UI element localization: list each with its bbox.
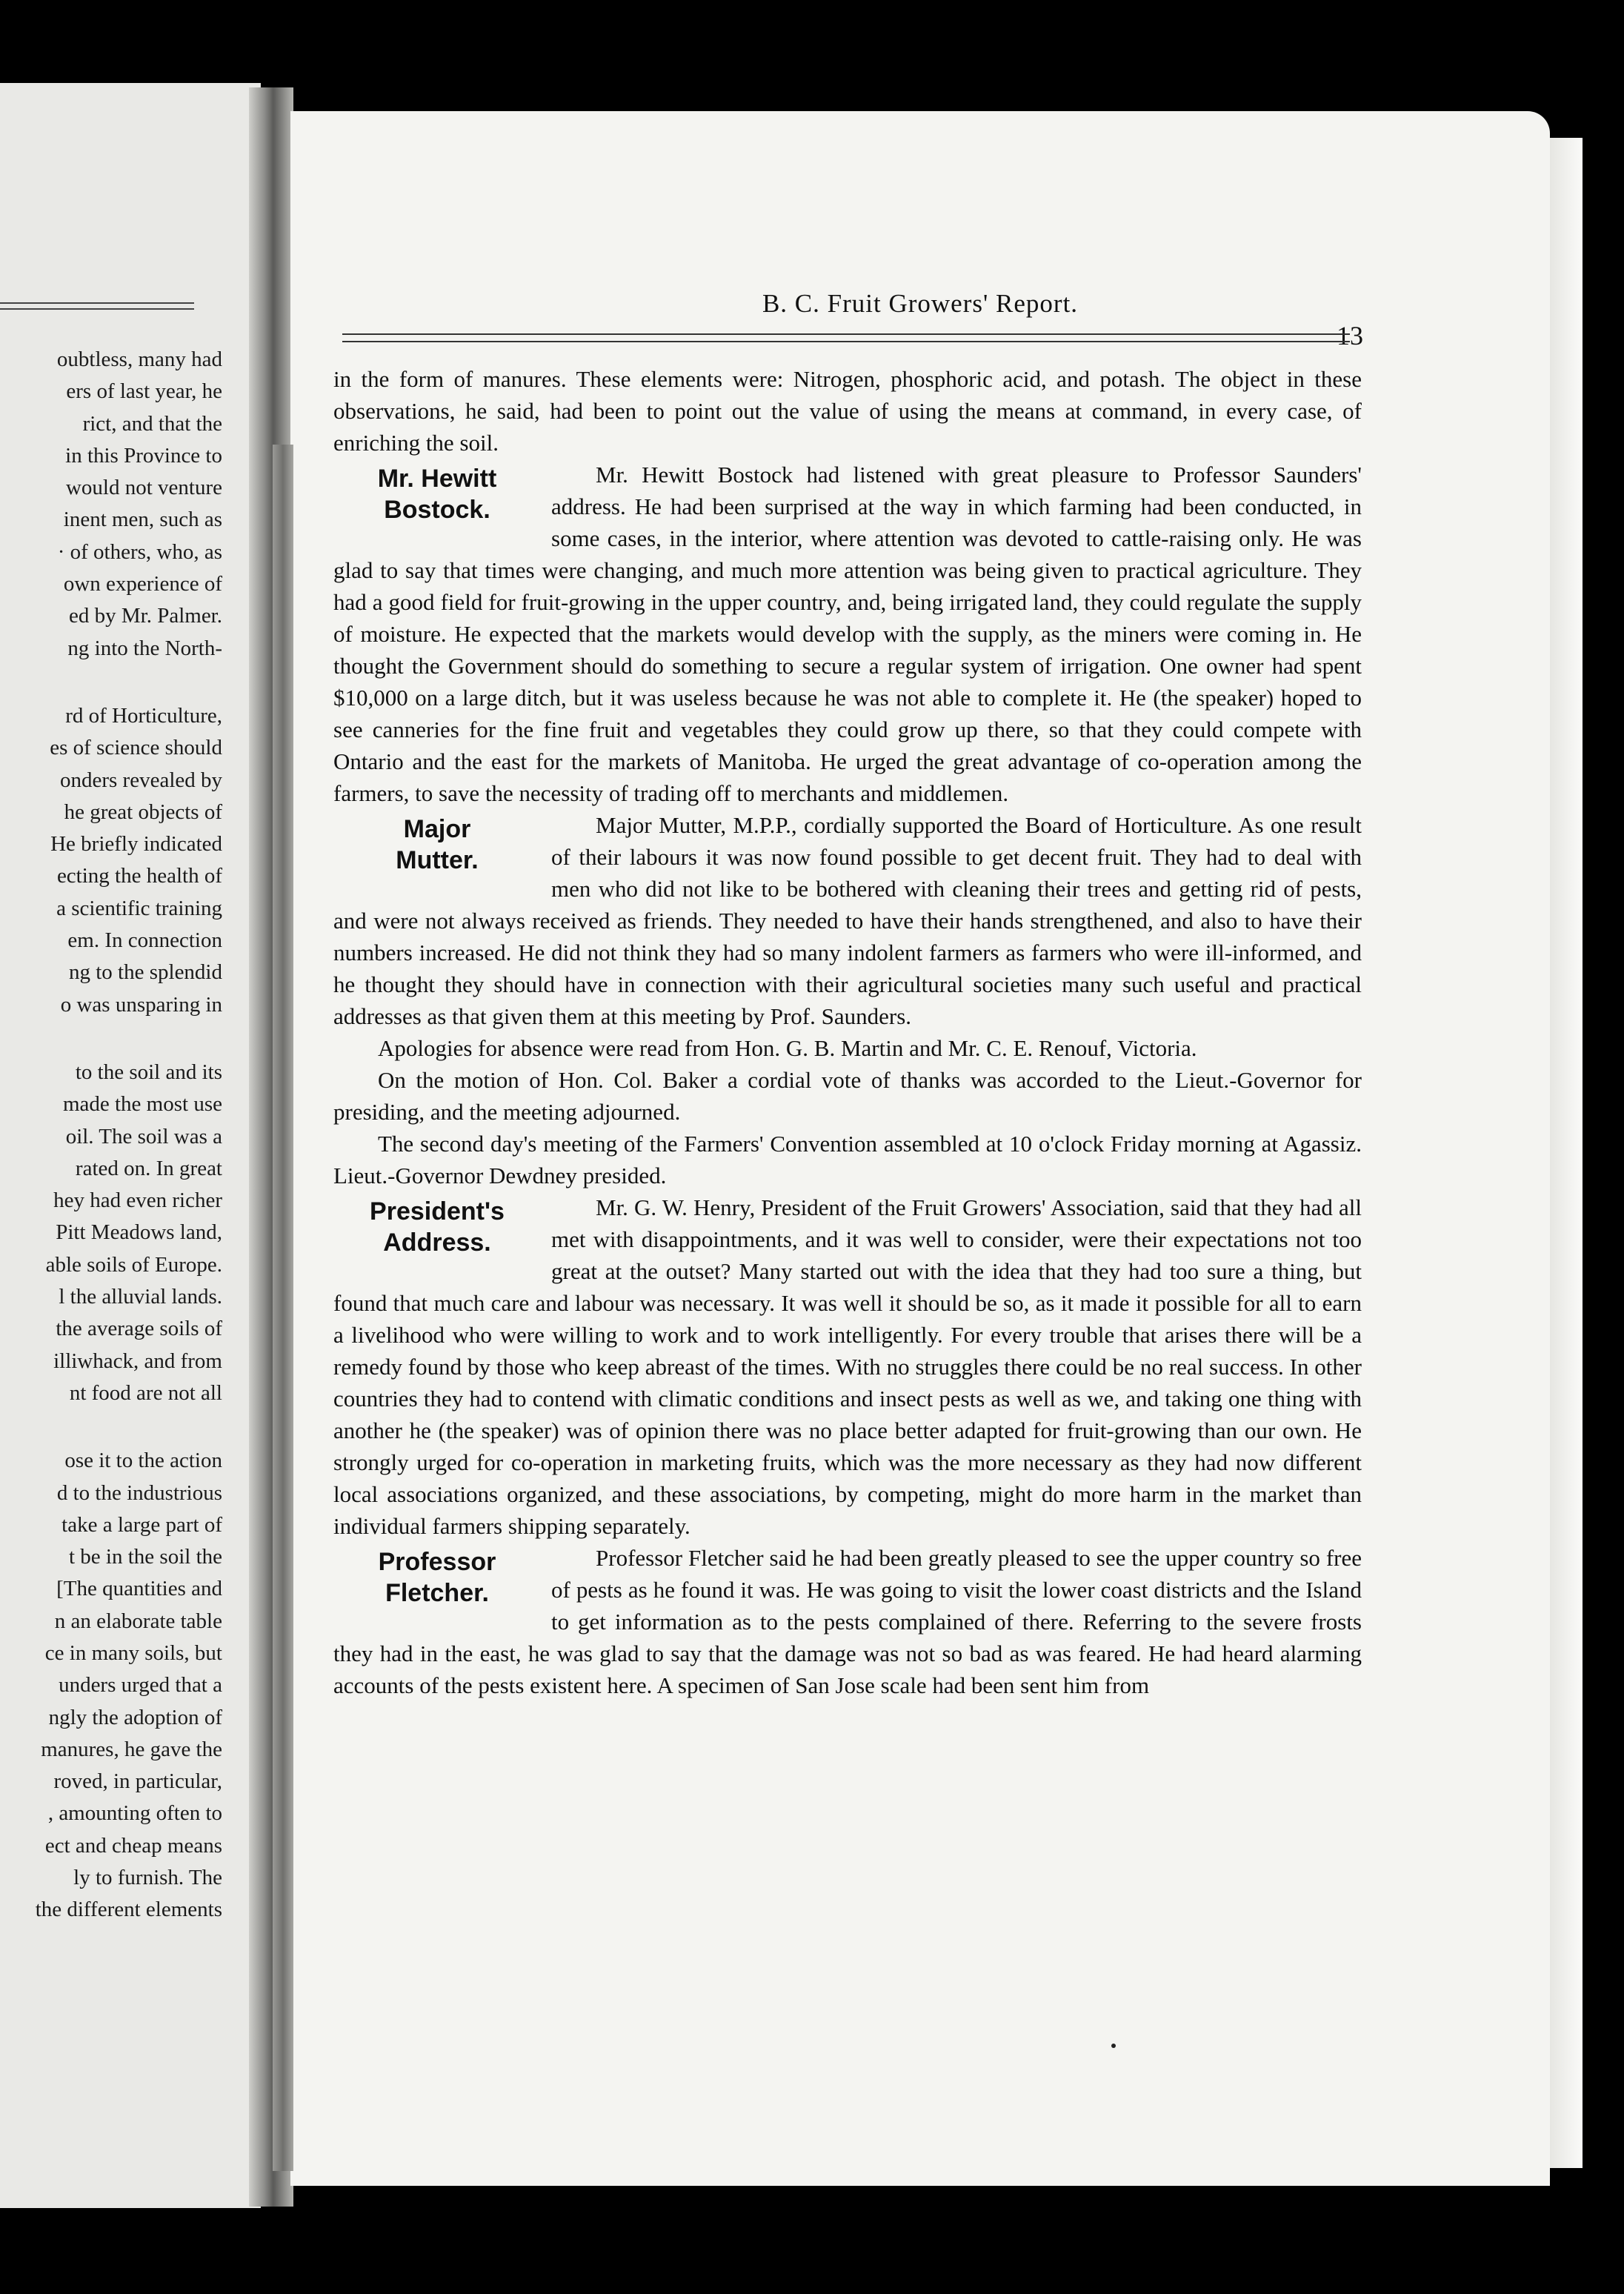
sidehead-line: Professor	[378, 1548, 496, 1576]
section-bostock	[333, 459, 1362, 809]
sidehead-line: Bostock.	[384, 496, 490, 524]
left-page-line: ers of last year, he	[66, 379, 222, 404]
paragraph-bostock: Mr. Hewitt Bostock had listened with great pleasure to Professor Saunders' address. He had been surprised at the way in which farming had been conducted, in some cases, in the interior, where attention was devoted to cattle-raising only. He was glad to say that times were changing, and much more attention was being given to practical agriculture. They had a good field for fruit-growing in the upper country, and, being irrigated land, they could regulate the supply of moisture. He expected that the markets would develop with the supply, as the miners were coming in. He thought the Government should do something to secure a regular system of irrigation. One owner had spent $10,000 on a large ditch, but it was useless because he was not able to complete it. He (the speaker) hoped to see canneries for the fine fruit and vegetables they could grow up there, so that they could compete with Ontario and the east for the markets of Manitoba. He urged the great advantage of co-operation among the farmers, to save the necessity of trading off to merchants and middlemen.	[333, 462, 1362, 806]
body-text	[333, 363, 1362, 1701]
sidehead-line: Fletcher.	[385, 1579, 489, 1607]
left-page-line: Pitt Meadows land,	[56, 1220, 222, 1245]
left-page-line: the different elements	[35, 1898, 222, 1922]
paragraph-president: Mr. G. W. Henry, President of the Fruit Growers' Association, said that they had all met with disappointments, and it was well to consider, were their expectations not too great at the outset? Many started out with the idea that they had too sure a thing, but found that much care and labour was necessary. It was well it should be so, as it made it possible for all to earn a livelihood who were willing to work and to work intelligently. For every trouble that arises there will be a remedy found by those who keep abreast of the times. With no struggles there could be no real success. In other countries they had to contend with climatic conditions and insect pests as well as we, and taking one thing with another he (the speaker) was of opinion there was no place better adapted for fruit-growing than our own. He strongly urged for co-operation in marketing fruits, which was the more necessary as they had now different local associations organized, and these associations, by competing, might do more harm in the market than individual farmers shipping separately.	[333, 1194, 1362, 1539]
left-page-line: ly to furnish. The	[73, 1866, 222, 1890]
section-president	[333, 1191, 1362, 1542]
paragraph-apologies: Apologies for absence were read from Hon. G. B. Martin and Mr. C. E. Renouf, Victoria.	[378, 1035, 1197, 1061]
sidehead-line: Mr. Hewitt	[377, 465, 497, 493]
paragraph-second-day: The second day's meeting of the Farmers' Convention assembled at 10 o'clock Friday morning at Agassiz. Lieut.-Governor Dewdney presided.	[333, 1131, 1362, 1188]
left-page-line: unders urged that a	[59, 1673, 222, 1698]
left-page-blank-line	[0, 665, 222, 700]
left-page-line: o was unsparing in	[60, 992, 222, 1017]
left-page-line: inent men, such as	[63, 508, 222, 532]
left-page-line: hey had even richer	[53, 1188, 222, 1213]
left-page-line: n an elaborate table	[54, 1609, 222, 1633]
sidehead-line: Major	[403, 815, 471, 843]
left-page-line: ce in many soils, but	[44, 1640, 222, 1665]
left-page-line: t be in the soil the	[69, 1545, 222, 1569]
left-page-line: a scientific training	[56, 896, 222, 920]
left-page-blank-line	[0, 1409, 222, 1445]
left-page-line: able soils of Europe.	[45, 1252, 222, 1277]
left-header-rule-double	[0, 308, 194, 310]
left-page-line: ed by Mr. Palmer.	[68, 604, 222, 628]
sidehead-line: Address.	[383, 1229, 491, 1257]
left-page-line: es of science should	[50, 736, 222, 760]
ink-speck	[1111, 2044, 1116, 2048]
left-page-line: ng into the North-	[67, 636, 222, 660]
left-page-text	[0, 344, 222, 1926]
left-page-line: he great objects of	[64, 799, 222, 824]
left-page-line: rated on. In great	[75, 1156, 222, 1180]
left-page-line: oubtless, many had	[56, 348, 222, 371]
header-rule	[342, 333, 1350, 335]
left-page-line: to the soil and its	[75, 1060, 222, 1084]
paragraph-motion: On the motion of Hon. Col. Baker a cordial vote of thanks was accorded to the Lieut.-Governor for presiding, and the meeting adjourned.	[333, 1067, 1362, 1125]
left-page-line: · of others, who, as	[57, 539, 222, 564]
left-page-line: take a large part of	[61, 1512, 222, 1537]
left-page-line: illiwhack, and from	[53, 1349, 222, 1373]
sidehead-line: Mutter.	[396, 846, 479, 874]
left-page-line: [The quantities and	[56, 1577, 222, 1601]
left-page-line: ng to the splendid	[68, 960, 222, 985]
sidehead-line: President's	[370, 1197, 505, 1226]
left-page-line: manures, he gave the	[41, 1737, 222, 1761]
left-page-line: made the most use	[62, 1092, 222, 1117]
left-page-blank-line	[0, 1021, 222, 1057]
left-page-line: in this Province to	[65, 443, 222, 468]
left-page-line: own experience of	[63, 572, 222, 596]
section-fletcher	[333, 1542, 1362, 1701]
page-number: 13	[1337, 321, 1363, 350]
page-tear	[273, 445, 293, 2171]
left-page-line: roved, in particular,	[53, 1769, 222, 1794]
left-page-line: ngly the adoption of	[48, 1705, 222, 1729]
left-page-line: ose it to the action	[64, 1449, 222, 1473]
left-page-line: l the alluvial lands.	[59, 1285, 222, 1309]
running-head: B. C. Fruit Growers' Report.	[762, 289, 1079, 318]
left-page-line: oil. The soil was a	[65, 1124, 222, 1148]
left-page-line: He briefly indicated	[50, 832, 222, 857]
paragraph-mutter: Major Mutter, M.P.P., cordially supported the Board of Horticulture. As one result of their labours it was now found possible to get decent fruit. They had to deal with men who did not like to be bothered with cleaning their trees and getting rid of pests, and were not always received as friends. They needed to have their hands strengthened, and also to have their numbers increased. He did not think they had so many indolent farmers as farmers who were ill-informed, and he thought they should have in connection with their agricultural societies many such useful and practical addresses as that given them at this meeting by Prof. Saunders.	[333, 812, 1362, 1029]
right-page	[290, 111, 1550, 2186]
left-page-line: rd of Horticulture,	[65, 703, 222, 728]
left-page-line: rict, and that the	[82, 411, 222, 436]
left-header-rule	[0, 302, 194, 304]
left-page-line: ect and cheap means	[44, 1833, 222, 1858]
header-rule-double	[342, 341, 1350, 342]
paragraph-fletcher: Professor Fletcher said he had been greatly pleased to see the upper country so free of pests as he found it was. He was going to visit the lower coast districts and the Island to get information as to the pests complained of there. Referring to the severe frosts they had in the east, he was glad to say that the damage was not so bad as was feared. He had heard alarming accounts of the pests existent here. A specimen of San Jose scale had been sent him from	[333, 1545, 1362, 1698]
paragraph-manures: in the form of manures. These elements were: Nitrogen, phosphoric acid, and potash. The object in these observations, he said, had been to point out the value of using the means at command, in every case, of enriching the soil.	[333, 366, 1362, 456]
left-page-line: the average soils of	[56, 1317, 222, 1341]
left-page-line: ecting the health of	[56, 864, 222, 888]
left-facing-page	[0, 83, 261, 2208]
left-page-line: would not venture	[65, 476, 222, 500]
left-page-line: onders revealed by	[59, 768, 222, 792]
left-page-line: d to the industrious	[56, 1480, 222, 1505]
section-mutter	[333, 809, 1362, 1032]
left-page-line: em. In connection	[67, 928, 222, 953]
page-edge	[1550, 138, 1583, 2168]
left-page-line: , amounting often to	[47, 1801, 222, 1826]
left-page-line: nt food are not all	[69, 1380, 222, 1405]
